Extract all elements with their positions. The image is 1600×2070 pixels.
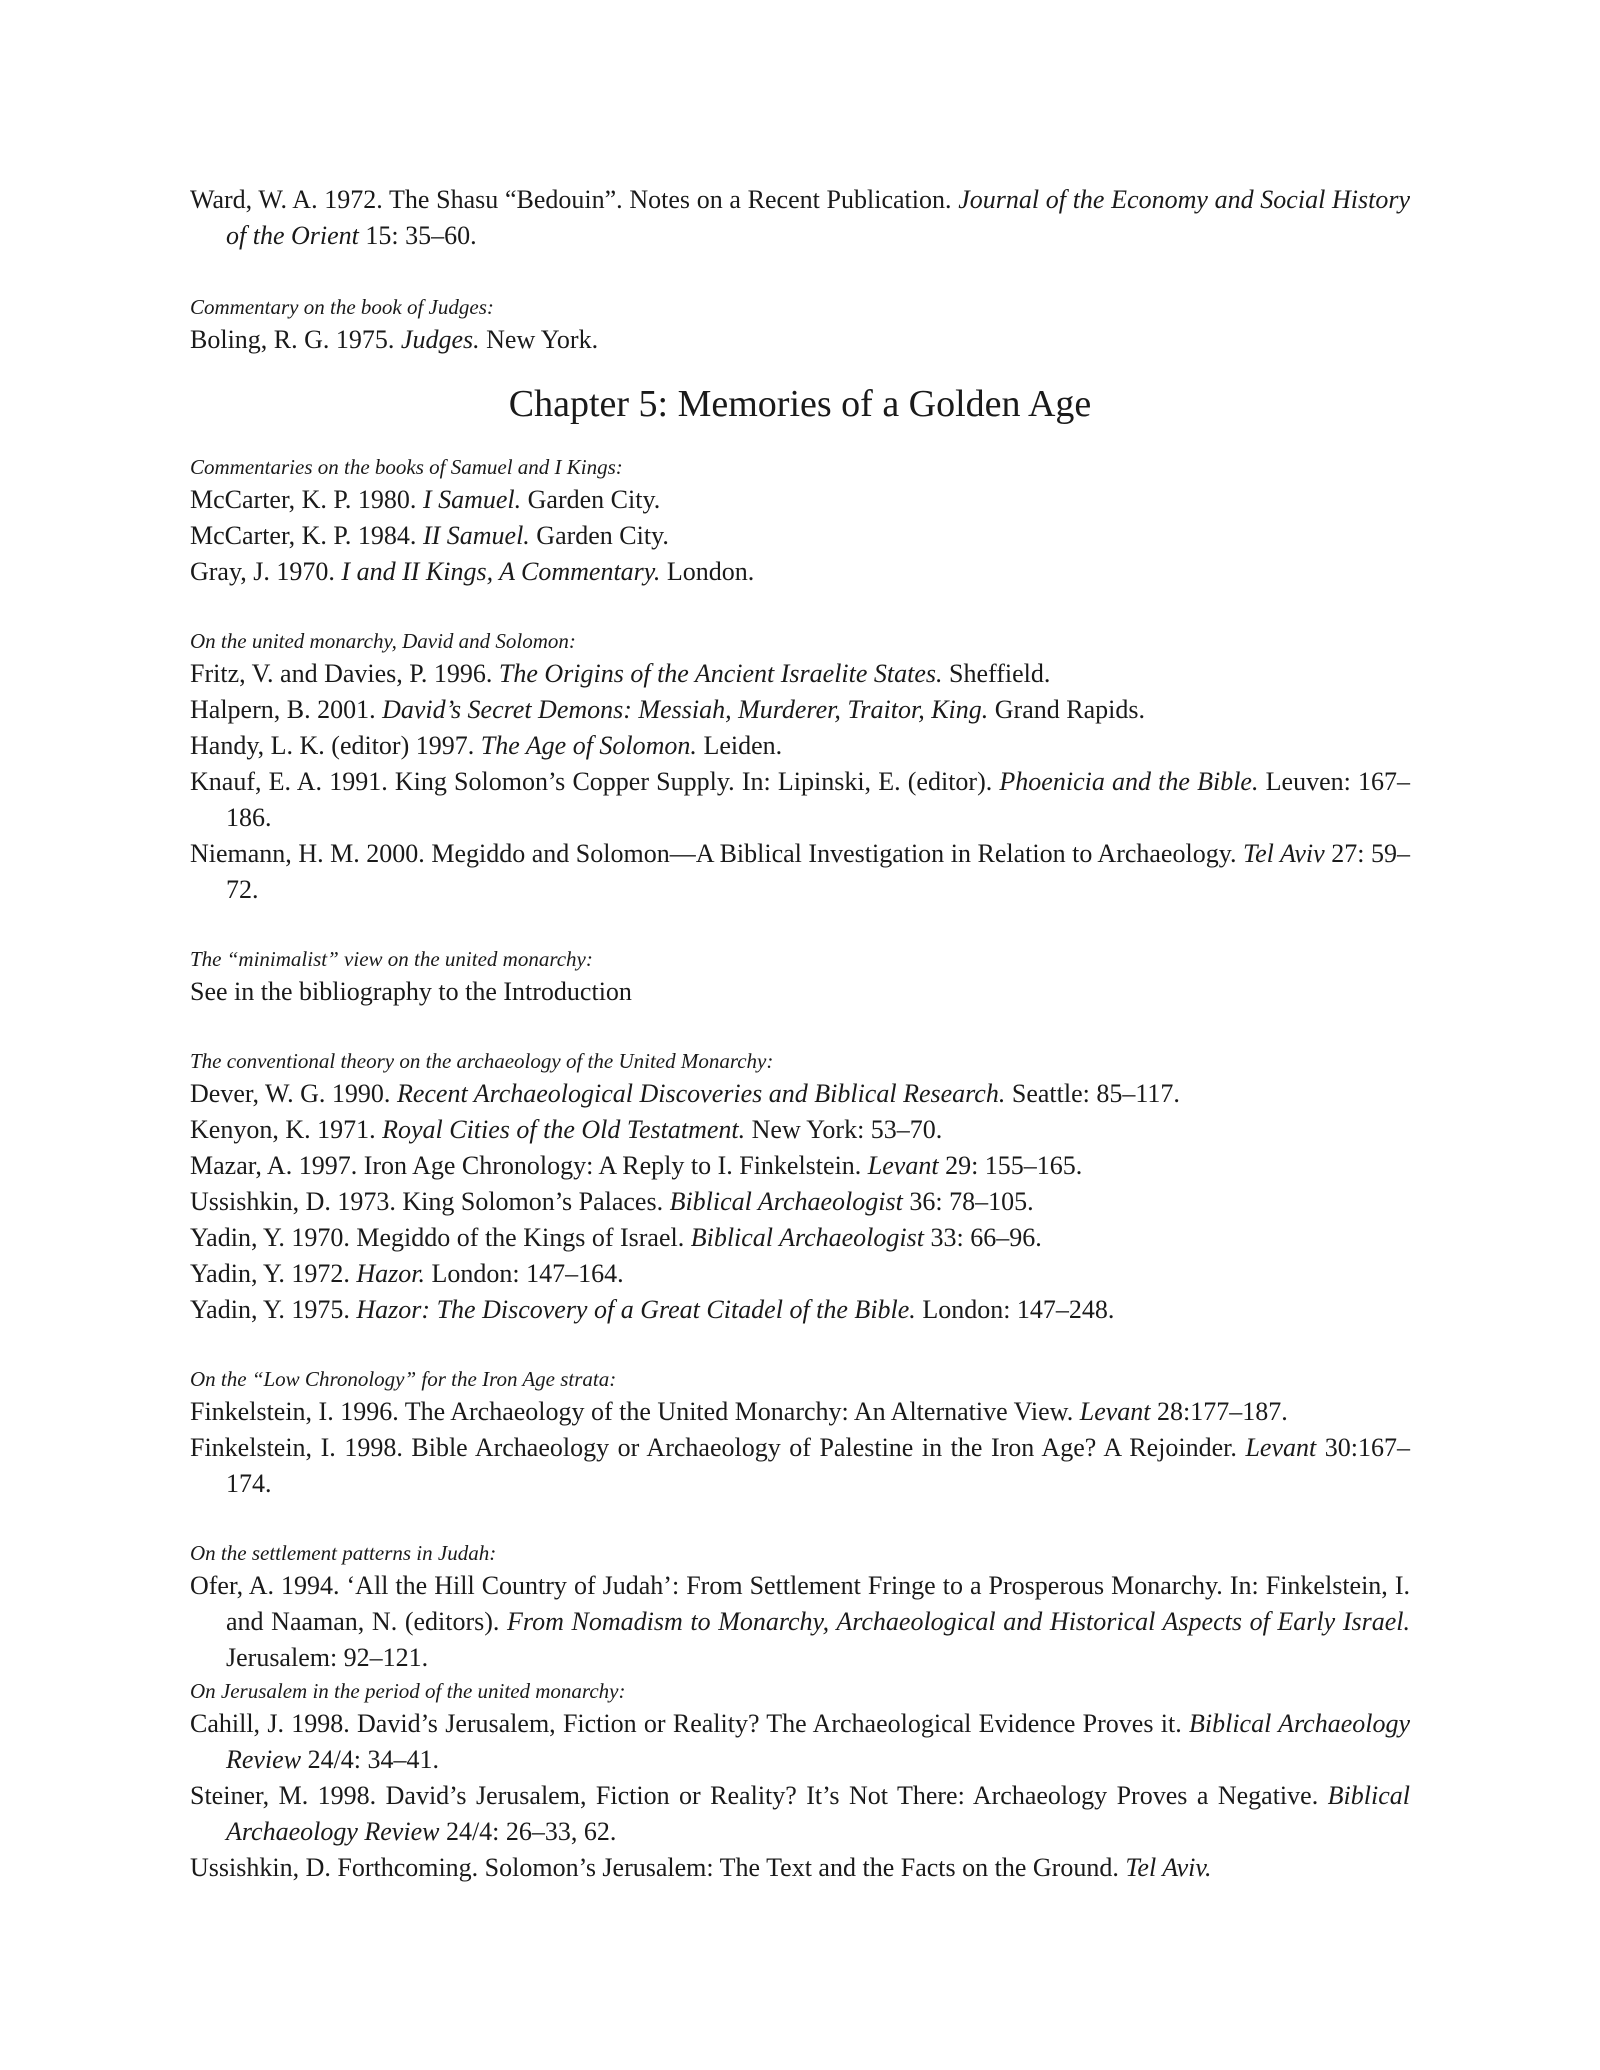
section-heading: On Jerusalem in the period of the united monarchy:	[190, 1679, 626, 1703]
bibliography-entry: Gray, J. 1970. I and II Kings, A Commentary. London.	[190, 557, 755, 586]
bibliography-entry: Halpern, B. 2001. David’s Secret Demons: Messiah, Murderer, Traitor, King. Grand Rapids.	[190, 695, 1145, 724]
top-entries	[190, 182, 1410, 254]
section-jerusalem	[190, 1676, 1410, 1886]
section-heading: The “minimalist” view on the united monarchy:	[190, 947, 593, 971]
bibliography-entry: Cahill, J. 1998. David’s Jerusalem, Fiction or Reality? The Archaeological Evidence Proves it. Biblical Archaeology Review 24/4: 34–41.	[190, 1709, 1410, 1774]
bibliography-entry: Yadin, Y. 1972. Hazor. London: 147–164.	[190, 1259, 624, 1288]
bibliography-page	[190, 182, 1410, 1886]
bibliography-entry: See in the bibliography to the Introduction	[190, 977, 632, 1006]
section-settlement-judah	[190, 1538, 1410, 1676]
bibliography-entry: Finkelstein, I. 1996. The Archaeology of the United Monarchy: An Alternative View. Levant 28:177–187.	[190, 1397, 1288, 1426]
section-heading: On the “Low Chronology” for the Iron Age strata:	[190, 1367, 617, 1391]
section-conventional-theory	[190, 1046, 1410, 1328]
section-heading: Commentary on the book of Judges:	[190, 295, 494, 319]
bibliography-entry: Ussishkin, D. 1973. King Solomon’s Palaces. Biblical Archaeologist 36: 78–105.	[190, 1187, 1034, 1216]
section-judges	[190, 292, 1410, 358]
section-samuel-kings	[190, 452, 1410, 590]
bibliography-entry: McCarter, K. P. 1984. II Samuel. Garden City.	[190, 521, 669, 550]
bibliography-entry: Ward, W. A. 1972. The Shasu “Bedouin”. Notes on a Recent Publication. Journal of the Economy and Social History of the Orient 15: 35–60.	[190, 185, 1410, 250]
bibliography-entry: Ofer, A. 1994. ‘All the Hill Country of Judah’: From Settlement Fringe to a Prosperous Monarchy. In: Finkelstein, I. and Naaman, N. (editors). From Nomadism to Monarchy, Archaeological and Historical Aspects of Early Israel. Jerusalem: 92–121.	[190, 1571, 1410, 1672]
section-minimalist-view	[190, 944, 1410, 1010]
bibliography-entry: Knauf, E. A. 1991. King Solomon’s Copper Supply. In: Lipinski, E. (editor). Phoenicia and the Bible. Leuven: 167–186.	[190, 767, 1411, 832]
bibliography-entry: Boling, R. G. 1975. Judges. New York.	[190, 325, 599, 354]
bibliography-entry: Fritz, V. and Davies, P. 1996. The Origins of the Ancient Israelite States. Sheffield.	[190, 659, 1051, 688]
section-heading: Commentaries on the books of Samuel and I Kings:	[190, 455, 623, 479]
section-low-chronology	[190, 1364, 1410, 1502]
section-heading: On the settlement patterns in Judah:	[190, 1541, 497, 1565]
bibliography-entry: Mazar, A. 1997. Iron Age Chronology: A Reply to I. Finkelstein. Levant 29: 155–165.	[190, 1151, 1083, 1180]
chapter-title: Chapter 5: Memories of a Golden Age	[508, 383, 1092, 425]
bibliography-entry: Yadin, Y. 1970. Megiddo of the Kings of Israel. Biblical Archaeologist 33: 66–96.	[190, 1223, 1042, 1252]
section-united-monarchy	[190, 626, 1410, 908]
bibliography-entry: Steiner, M. 1998. David’s Jerusalem, Fiction or Reality? It’s Not There: Archaeology Proves a Negative. Biblical Archaeology Review 24/4: 26–33, 62.	[190, 1781, 1410, 1846]
bibliography-entry: Yadin, Y. 1975. Hazor: The Discovery of a Great Citadel of the Bible. London: 147–248.	[190, 1295, 1115, 1324]
bibliography-entry: Finkelstein, I. 1998. Bible Archaeology or Archaeology of Palestine in the Iron Age? A Rejoinder. Levant 30:167–174.	[190, 1433, 1410, 1498]
bibliography-entry: McCarter, K. P. 1980. I Samuel. Garden City.	[190, 485, 661, 514]
bibliography-entry: Niemann, H. M. 2000. Megiddo and Solomon—A Biblical Investigation in Relation to Archaeology. Tel Aviv 27: 59–72.	[190, 839, 1410, 904]
section-heading: On the united monarchy, David and Solomon:	[190, 629, 576, 653]
bibliography-entry: Dever, W. G. 1990. Recent Archaeological Discoveries and Biblical Research. Seattle: 85–117.	[190, 1079, 1180, 1108]
section-heading: The conventional theory on the archaeology of the United Monarchy:	[190, 1049, 774, 1073]
bibliography-entry: Handy, L. K. (editor) 1997. The Age of Solomon. Leiden.	[190, 731, 783, 760]
bibliography-entry: Kenyon, K. 1971. Royal Cities of the Old Testatment. New York: 53–70.	[190, 1115, 943, 1144]
bibliography-entry: Ussishkin, D. Forthcoming. Solomon’s Jerusalem: The Text and the Facts on the Ground. Tel Aviv.	[190, 1853, 1212, 1882]
